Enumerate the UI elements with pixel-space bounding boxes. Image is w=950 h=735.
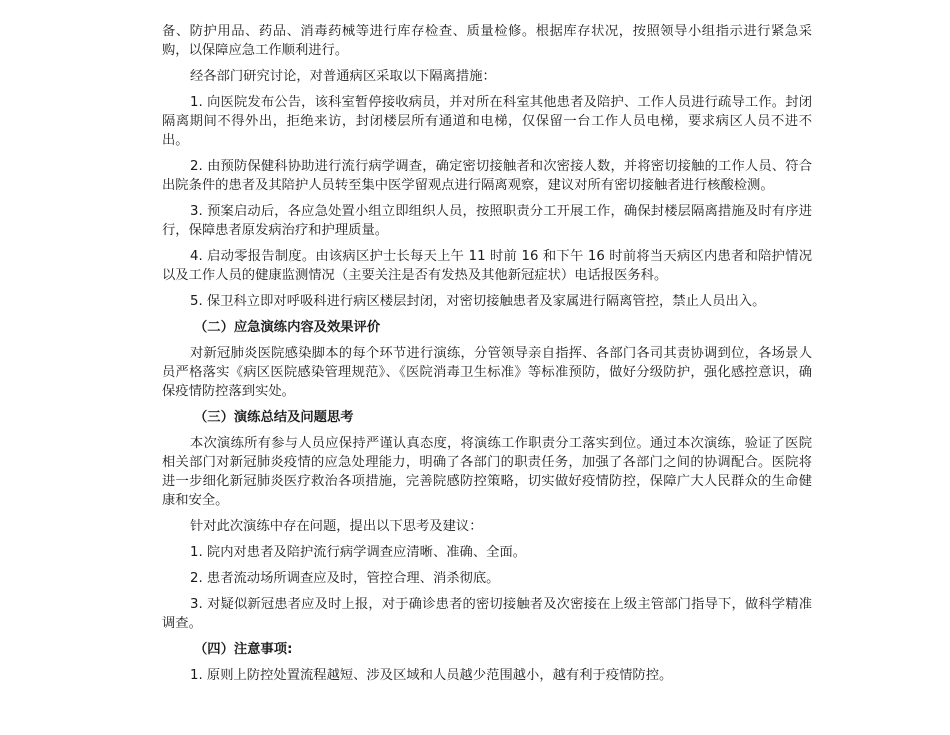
- list-item-suggestion-1: 1. 院内对患者及陪护流行病学调查应清晰、准确、全面。: [190, 545, 527, 560]
- paragraph-supplies: 备、防护用品、药品、消毒药械等进行库存检查、质量检修。根据库存状况，按照领导小组指示进行紧急采购，以保障应急工作顺利进行。: [162, 24, 812, 58]
- document-page: [162, 22, 812, 692]
- list-item-measure-2: 2. 由预防保健科协助进行流行病学调查，确定密切接触者和次密接人数，并将密切接触的工作人员、符合出院条件的患者及其陪护人员转至集中医学留观点进行隔离观察，建议对所有密切接触者进行核酸检测。: [162, 159, 812, 193]
- list-item-measure-5: 5. 保卫科立即对呼吸科进行病区楼层封闭，对密切接触患者及家属进行隔离管控，禁止人员出入。: [190, 294, 766, 309]
- section-heading-summary: （三）演练总结及问题思考: [194, 410, 354, 425]
- list-item-measure-4: 4. 启动零报告制度。由该病区护士长每天上午 11 时前 16 和下午 16 时前将当天病区内患者和陪护情况以及工作人员的健康监测情况（主要关注是否有发热及其他新冠症状）电话报医务科。: [162, 249, 812, 283]
- list-item-note-1: 1. 原则上防控处置流程越短、涉及区域和人员越少范围越小，越有利于疫情防控。: [190, 668, 673, 683]
- list-item-suggestion-3: 3. 对疑似新冠患者应及时上报，对于确诊患者的密切接触者及次密接在上级主管部门指导下，做科学精准调查。: [162, 597, 812, 631]
- list-item-measure-3: 3. 预案启动后，各应急处置小组立即组织人员，按照职责分工开展工作，确保封楼层隔离措施及时有序进行，保障患者原发病治疗和护理质量。: [162, 204, 812, 238]
- paragraph-suggestions-intro: 针对此次演练中存在问题，提出以下思考及建议：: [190, 519, 483, 534]
- paragraph-drill-evaluation: 对新冠肺炎医院感染脚本的每个环节进行演练，分管领导亲自指挥、各部门各司其责协调到位，各场景人员严格落实《病区医院感染管理规范》、《医院消毒卫生标准》等标准预防，做好分级防护，强化感控意识，确保疫情防控落到实处。: [162, 346, 812, 399]
- paragraph-isolation-intro: 经各部门研究讨论，对普通病区采取以下隔离措施：: [190, 69, 496, 84]
- section-heading-drill-content: （二）应急演练内容及效果评价: [194, 320, 381, 335]
- list-item-measure-1: 1. 向医院发布公告，该科室暂停接收病员，并对所在科室其他患者及陪护、工作人员进行疏导工作。封闭隔离期间不得外出，拒绝来访，封闭楼层所有通道和电梯，仅保留一台工作人员电梯，要求病区人员不进不出。: [162, 95, 812, 148]
- section-heading-notes: （四）注意事项:: [194, 642, 293, 657]
- paragraph-summary: 本次演练所有参与人员应保持严谨认真态度，将演练工作职责分工落实到位。通过本次演练，验证了医院相关部门对新冠肺炎疫情的应急处理能力，明确了各部门的职责任务，加强了各部门之间的协调配合。医院将进一步细化新冠肺炎医疗救治各项措施，完善院感防控策略，切实做好疫情防控，保障广大人民群众的生命健康和安全。: [162, 436, 812, 508]
- list-item-suggestion-2: 2. 患者流动场所调查应及时，管控合理、消杀彻底。: [190, 571, 500, 586]
